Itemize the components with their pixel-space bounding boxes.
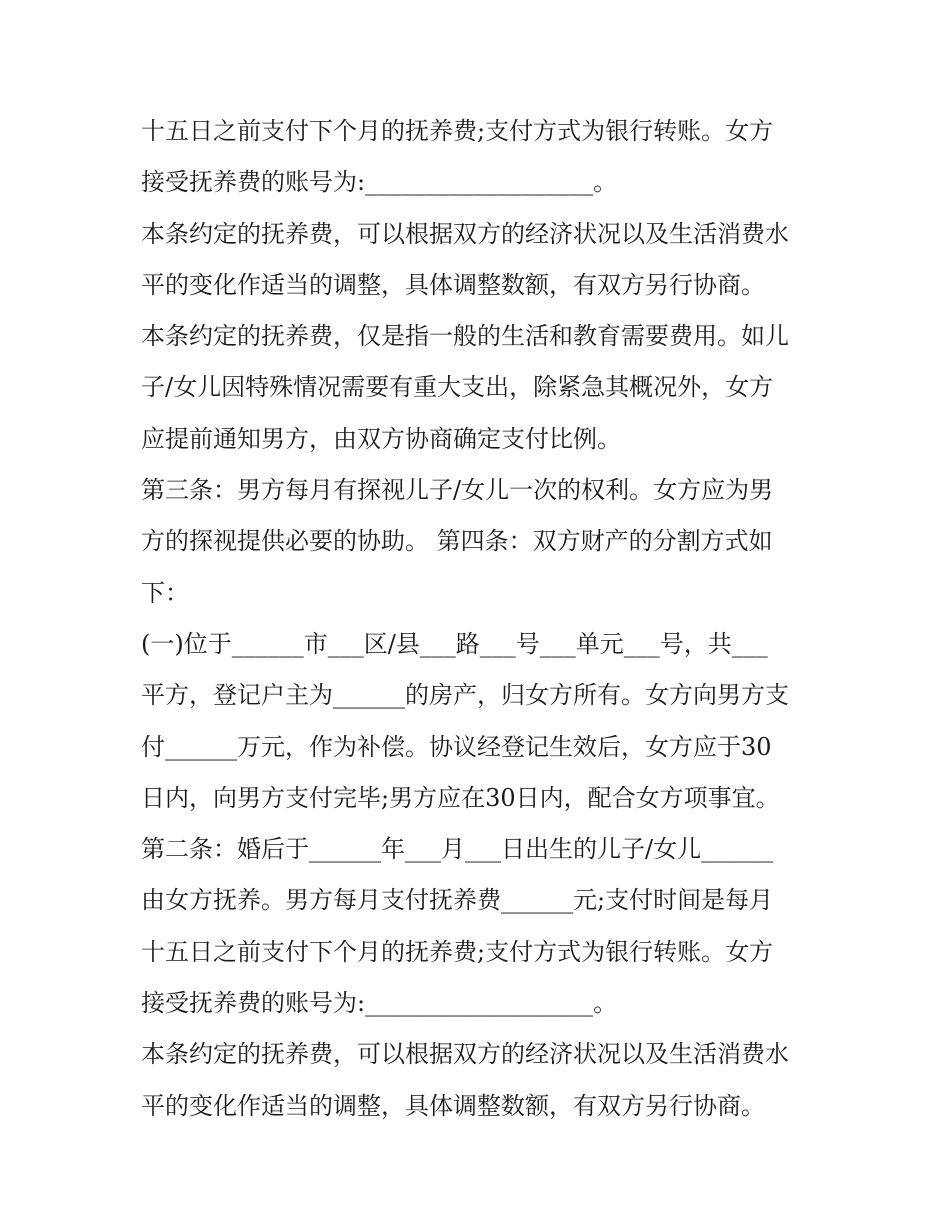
text-line: 接受抚养费的账号为:___________________。 [141, 168, 618, 197]
text-line: 应提前通知男方，由双方协商确定支付比例。 [141, 424, 621, 453]
text-line: 平的变化作适当的调整，具体调整数额，有双方另行协商。 [141, 270, 765, 299]
text-line: (一)位于______市___区/县___路___号___单元___号，共___ [141, 629, 768, 658]
text-line: 平的变化作适当的调整，具体调整数额，有双方另行协商。 [141, 1091, 765, 1120]
text-line: 由女方抚养。男方每月支付抚养费______元;支付时间是每月 [141, 886, 774, 915]
text-line: 本条约定的抚养费，可以根据双方的经济状况以及生活消费水 [141, 1040, 789, 1069]
text-line: 本条约定的抚养费，可以根据双方的经济状况以及生活消费水 [141, 219, 789, 248]
text-line: 第三条：男方每月有探视儿子/女儿一次的权利。女方应为男 [141, 476, 774, 505]
text-line: 十五日之前支付下个月的抚养费;支付方式为银行转账。女方 [141, 937, 774, 966]
text-line: 下： [141, 578, 189, 607]
text-line: 本条约定的抚养费，仅是指一般的生活和教育需要费用。如儿 [141, 322, 789, 351]
text-line: 十五日之前支付下个月的抚养费;支付方式为银行转账。女方 [141, 117, 774, 145]
text-line: 平方，登记户主为______的房产，归女方所有。女方向男方支 [141, 681, 789, 710]
text-line: 第二条：婚后于______年___月___日出生的儿子/女儿______ [141, 835, 774, 864]
document-body [141, 106, 831, 1132]
text-line: 方的探视提供必要的协助。 第四条：双方财产的分割方式如 [141, 527, 773, 556]
text-line: 子/女儿因特殊情况需要有重大支出，除紧急其概况外，女方 [141, 373, 774, 402]
text-line: 付______万元，作为补偿。协议经登记生效后，女方应于30 [141, 732, 772, 761]
text-line: 接受抚养费的账号为:___________________。 [141, 989, 618, 1018]
text-line: 日内，向男方支付完毕;男方应在30日内，配合女方项事宜。 [141, 783, 780, 812]
